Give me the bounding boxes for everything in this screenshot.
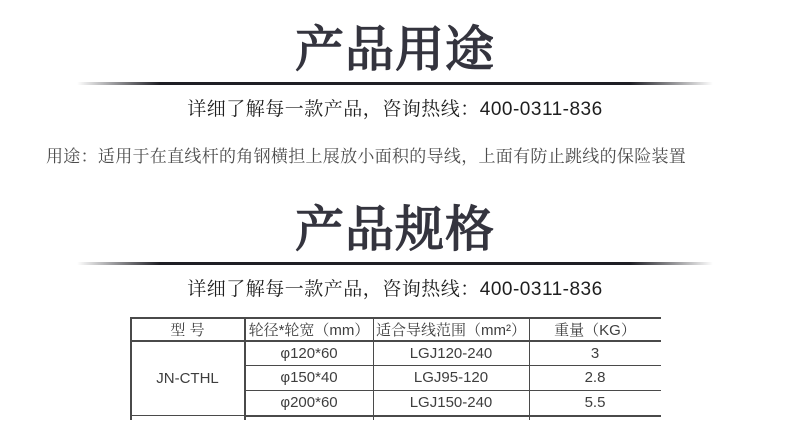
wire-range-cell-2: LGJ95-120 — [373, 365, 529, 390]
weight-cell-3: 5.5 — [529, 390, 661, 416]
table-header-row — [131, 318, 661, 341]
clipped-cell — [373, 416, 529, 420]
usage-description: 用途：适用于在直线杆的角钢横担上展放小面积的导线，上面有防止跳线的保险装置 — [46, 146, 687, 166]
wheel-size-cell-2: φ150*40 — [245, 365, 374, 390]
weight-cell-1: 3 — [529, 341, 661, 366]
col-header-model: 型 号 — [131, 318, 245, 341]
col-header-weight: 重量（KG） — [529, 318, 661, 341]
table-row-clipped — [131, 416, 661, 420]
wheel-size-cell-3: φ200*60 — [245, 390, 374, 416]
specs-section-title: 产品规格 — [294, 202, 495, 257]
spec-table — [130, 317, 661, 420]
col-header-wheel-size: 轮径*轮宽（mm） — [245, 318, 374, 341]
weight-cell-2: 2.8 — [529, 365, 661, 390]
clipped-cell — [245, 416, 374, 420]
wheel-size-cell-1: φ120*60 — [245, 341, 374, 366]
specs-divider-line — [77, 262, 713, 265]
col-header-wire-range: 适合导线范围（mm²） — [373, 318, 529, 341]
model-cell: JN-CTHL — [131, 341, 245, 416]
clipped-cell — [131, 416, 245, 420]
usage-section-title: 产品用途 — [294, 23, 495, 77]
wire-range-cell-1: LGJ120-240 — [373, 341, 529, 366]
specs-section — [0, 167, 790, 420]
table-row — [131, 341, 661, 366]
spec-table-header — [131, 318, 661, 341]
usage-section — [0, 0, 790, 167]
clipped-cell — [529, 416, 661, 420]
spec-table-body — [131, 341, 661, 420]
usage-divider-line — [77, 82, 713, 85]
specs-hotline-text: 详细了解每一款产品，咨询热线：400-0311-836 — [187, 278, 603, 300]
spec-table-container — [130, 317, 661, 420]
wire-range-cell-3: LGJ150-240 — [373, 390, 529, 416]
usage-hotline-text: 详细了解每一款产品，咨询热线：400-0311-836 — [187, 98, 603, 120]
